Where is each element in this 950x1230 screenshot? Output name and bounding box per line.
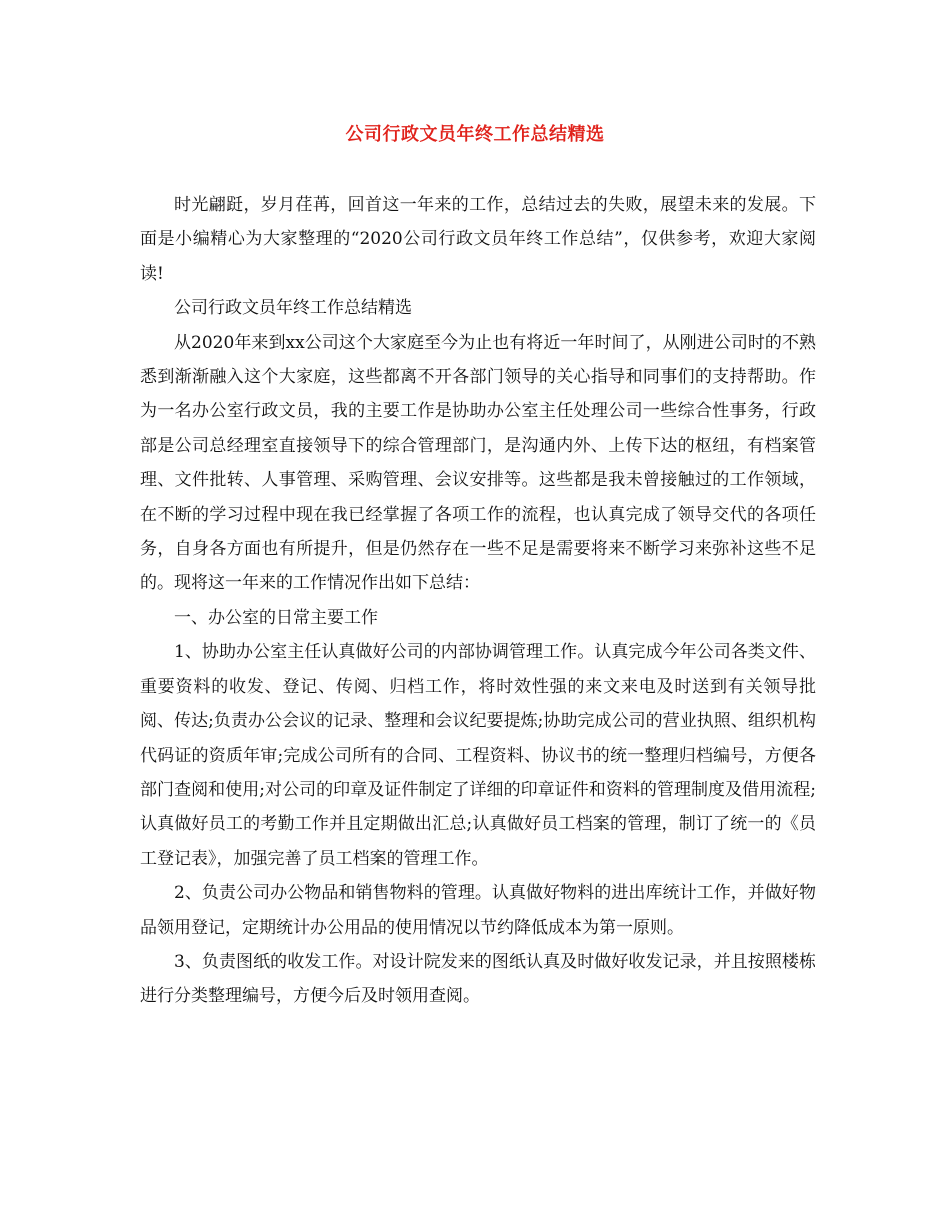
document-title: 公司行政文员年终工作总结精选: [345, 124, 605, 145]
item-1-paragraph: 1、协助办公室主任认真做好公司的内部协调管理工作。认真完成今年公司各类文件、重要资料的收发、登记、传阅、归档工作，将时效性强的来文来电及时送到有关领导批阅、传达;负责办公会议的记录、整理和会议纪要提炼;协助完成公司的营业执照、组织机构代码证的资质年审;完成公司所有的合同、工程资料、协议书的统一整理归档编号，方便各部门查阅和使用;对公司的印章及证件制定了详细的印章证件和资料的管理制度及借用流程;认真做好员工的考勤工作并且定期做出汇总;认真做好员工档案的管理，制订了统一的《员工登记表》，加强完善了员工档案的管理工作。: [140, 642, 816, 869]
section-heading: 一、办公室的日常主要工作: [174, 607, 378, 628]
item-2-paragraph: 2、负责公司办公物品和销售物料的管理。认真做好物料的进出库统计工作，并做好物品领用登记，定期统计办公用品的使用情况以节约降低成本为第一原则。: [140, 883, 816, 938]
intro-paragraph: 时光翩跹，岁月荏苒，回首这一年来的工作，总结过去的失败，展望未来的发展。下面是小编精心为大家整理的“2020公司行政文员年终工作总结”，仅供参考，欢迎大家阅读!: [140, 195, 816, 284]
overview-paragraph: 从2020年来到xx公司这个大家庭至今为止也有将近一年时间了，从刚进公司时的不熟悉到渐渐融入这个大家庭，这些都离不开各部门领导的关心指导和同事们的支持帮助。作为一名办公室行政文员，我的主要工作是协助办公室主任处理公司一些综合性事务，行政部是公司总经理室直接领导下的综合管理部门，是沟通内外、上传下达的枢纽，有档案管理、文件批转、人事管理、采购管理、会议安排等。这些都是我未曾接触过的工作领域，在不断的学习过程中现在我已经掌握了各项工作的流程，也认真完成了领导交代的各项任务，自身各方面也有所提升，但是仍然存在一些不足是需要将来不断学习来弥补这些不足的。现将这一年来的工作情况作出如下总结：: [140, 332, 816, 594]
subtitle-paragraph: 公司行政文员年终工作总结精选: [174, 298, 412, 319]
item-3-paragraph: 3、负责图纸的收发工作。对设计院发来的图纸认真及时做好收发记录，并且按照楼栋进行分类整理编号，方便今后及时领用查阅。: [140, 951, 816, 1007]
document-body: [140, 188, 816, 1014]
